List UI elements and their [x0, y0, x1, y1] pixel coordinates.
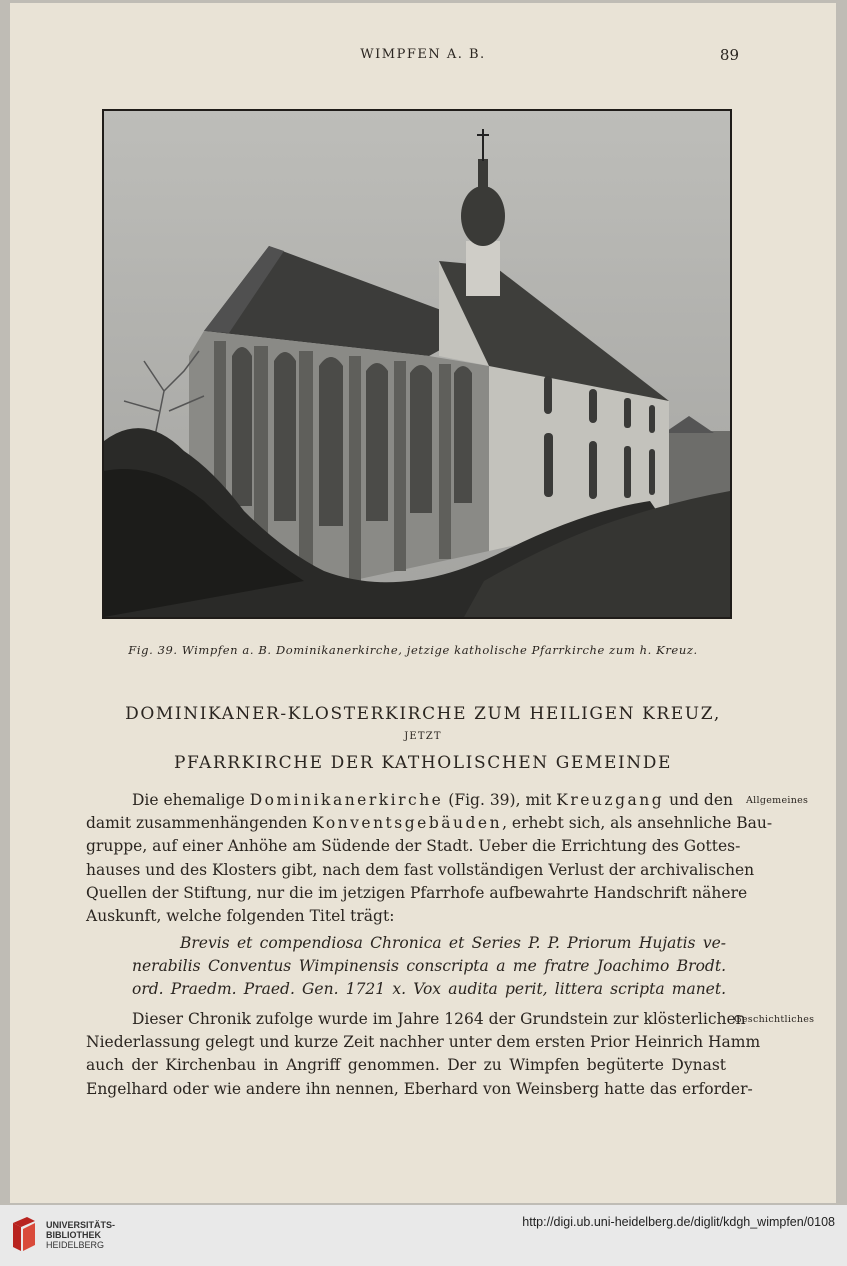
- text-line: Brevis et compendiosa Chronica et Series P. P. Priorum Hujatis ve-: [180, 934, 726, 952]
- section-heading-line1: DOMINIKANER-KLOSTERKIRCHE ZUM HEILIGEN KREUZ,: [125, 704, 721, 724]
- text-line: Die ehemalige Dominikanerkirche (Fig. 39), mit Kreuzgang und den: [132, 791, 733, 809]
- text-line: Auskunft, welche folgenden Titel trägt:: [86, 906, 395, 925]
- library-name: UNIVERSITÄTS- BIBLIOTHEK HEIDELBERG: [46, 1220, 116, 1250]
- text-line: Engelhard oder wie andere ihn nennen, Eberhard von Weinsberg hatte das erforder-: [86, 1079, 753, 1098]
- paragraph-1: [86, 789, 773, 928]
- viewer-footer: [0, 1205, 847, 1266]
- page-header: [10, 47, 836, 71]
- text-line: auch der Kirchenbau in Angriff genommen. Der zu Wimpfen begüterte Dynast: [86, 1056, 726, 1075]
- book-page: [10, 3, 836, 1203]
- text-line: Niederlassung gelegt und kurze Zeit nachher unter dem ersten Prior Heinrich Hamm: [86, 1033, 761, 1052]
- text-line: Dieser Chronik zufolge wurde im Jahre 1264 der Grundstein zur klösterlichen: [132, 1010, 746, 1028]
- church-photograph: [102, 109, 732, 619]
- text-line: hauses und des Klosters gibt, nach dem fast vollständigen Verlust der archivalischen: [86, 860, 755, 879]
- marginal-note-geschichtliches: Geschichtliches: [734, 1014, 815, 1025]
- text-line: nerabilis Conventus Wimpinensis conscripta a me fratre Joachimo Brodt.: [132, 957, 726, 976]
- text-line: damit zusammenhängenden Konventsgebäuden, erhebt sich, als ansehnliche Bau-: [86, 814, 773, 833]
- figure-caption: Fig. 39. Wimpfen a. B. Dominikanerkirche, jetzige katholische Pfarrkirche zum h. Kreuz.: [128, 643, 698, 657]
- library-logo-icon[interactable]: [9, 1215, 39, 1255]
- section-heading-sub: JETZT: [404, 731, 442, 742]
- text-line: ord. Praedm. Praed. Gen. 1721 x. Vox audita perit, littera scripta manet.: [132, 980, 726, 999]
- page-number: 89: [719, 46, 739, 64]
- running-title: WIMPFEN A. B.: [360, 47, 486, 62]
- text-line: gruppe, auf einer Anhöhe am Südende der Stadt. Ueber die Errichtung des Gottes-: [86, 837, 741, 856]
- paragraph-2: [86, 1008, 761, 1101]
- latin-title: [86, 932, 726, 1002]
- church-illustration: [104, 111, 730, 617]
- section-heading-line2: PFARRKIRCHE DER KATHOLISCHEN GEMEINDE: [173, 753, 672, 773]
- marginal-note-allgemeines: Allgemeines: [746, 795, 809, 806]
- permalink-url[interactable]: http://digi.ub.uni-heidelberg.de/diglit/kdgh_wimpfen/0108: [522, 1215, 835, 1229]
- text-line: Quellen der Stiftung, nur die im jetzigen Pfarrhofe aufbewahrte Handschrift nähere: [86, 883, 748, 902]
